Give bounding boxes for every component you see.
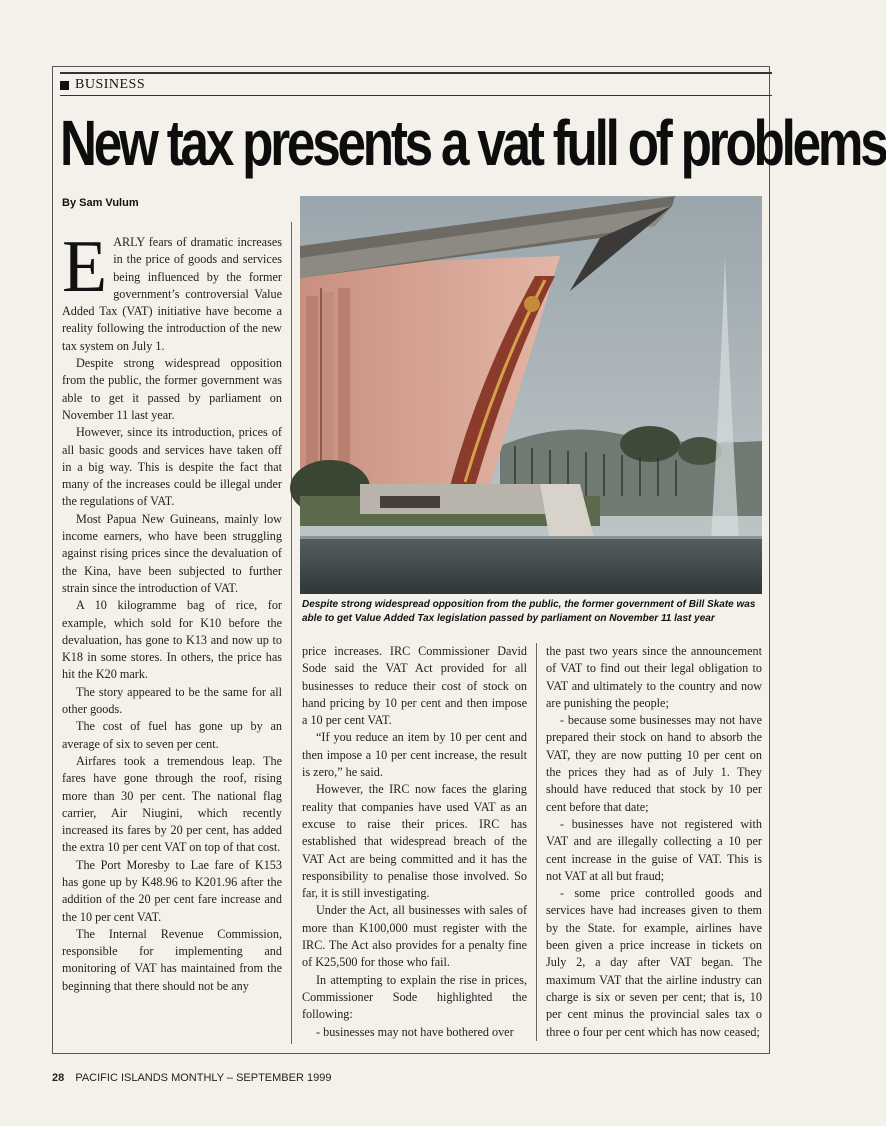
- article-paragraph: - some price controlled goods and services have had increases given to them by the State. for example, airlines have been given a price increase in tickets on July 2, a day after VAT began. The maximum VAT that the airline industry can charge is six or seven per cent; that is, 10 per cent minus the provincial sales tax o three o four per cent which has now ceased;: [546, 886, 762, 1039]
- article-paragraph: However, the IRC now faces the glaring reality that companies have used VAT as an excuse to raise their prices. IRC has established that widespread breach of the VAT Act are being committed and it has the responsibility to penalise those involved. So far, it is still investigating.: [302, 782, 527, 901]
- headline: New tax presents a vat full of problems: [60, 107, 886, 179]
- byline: By Sam Vulum: [62, 197, 139, 209]
- article-column-2: [302, 643, 527, 1041]
- article-column-1: [62, 226, 282, 995]
- article-paragraph: “If you reduce an item by 10 per cent and then impose a 10 per cent increase, the result is zero,” he said.: [302, 730, 527, 780]
- article-paragraph: A 10 kilogramme bag of rice, for example, which sold for K10 before the devaluation, has gone to K13 and now up to K18 in some stores. In others, the price has hit the K20 mark.: [62, 598, 282, 682]
- article-paragraph: Under the Act, all businesses with sales of more than K100,000 must register with the IRC. The Act also provides for a penalty fine of K25,500 for those who fail.: [302, 903, 527, 970]
- article-paragraph: Most Papua New Guineans, mainly low income earners, who have been struggling against rising prices since the devaluation of the Kina, have been subjected to further strain since the introduction of VAT.: [62, 511, 282, 595]
- page-footer: [52, 1072, 331, 1084]
- article-paragraph: the past two years since the announcement of VAT to find out their legal obligation to VAT and ultimately to the country and now are punishing the people;: [546, 644, 762, 710]
- section-name: BUSINESS: [75, 77, 146, 92]
- article-paragraph: - businesses have not registered with VAT and are illegally collecting a 10 per cent increase in the guise of VAT. This is not VAT at all but fraud;: [546, 816, 762, 883]
- article-paragraph: In attempting to explain the rise in prices, Commissioner Sode highlighted the following:: [302, 972, 527, 1022]
- section-rule: [60, 95, 772, 96]
- column-divider-1: [291, 222, 292, 1044]
- article-column-3: [546, 643, 762, 1041]
- top-rule: [60, 72, 772, 74]
- article-paragraph: However, since its introduction, prices of all basic goods and services have taken off in a big way. This is despite the fact that many of the increases could be illegal under the regulations of VAT.: [62, 425, 282, 509]
- article-paragraph: The story appeared to be the same for all other goods.: [62, 684, 282, 717]
- article-paragraph: price increases. IRC Commissioner David Sode said the VAT Act provided for all businesses to reduce their cost of stock on hand pricing by 10 per cent and then impose a 10 per cent VAT.: [302, 644, 527, 728]
- article-paragraph: Airfares took a tremendous leap. The fares have gone through the roof, rising more than 30 per cent. The national flag carrier, Air Niugini, which recently increased its fares by 20 per cent, has added the extra 10 per cent VAT on top of that cost.: [62, 753, 282, 855]
- article-paragraph: ARLY fears of dramatic increases in the price of goods and services being influenced by the former government’s controversial Value Added Tax (VAT) initiative have become a reality following the introduction of the new tax system on July 1.: [62, 235, 282, 353]
- publication-line: PACIFIC ISLANDS MONTHLY – SEPTEMBER 1999: [75, 1072, 332, 1084]
- section-square-icon: [60, 81, 69, 90]
- article-paragraph: The cost of fuel has gone up by an average of six to seven per cent.: [62, 719, 282, 751]
- article-paragraph: - businesses may not have bothered over: [316, 1024, 514, 1039]
- page-number: 28: [52, 1072, 65, 1084]
- article-paragraph: Despite strong widespread opposition from the public, the former government was able to get it passed by parliament on November 11 last year.: [62, 356, 282, 422]
- section-label: [60, 76, 145, 94]
- article-photo: [300, 196, 762, 594]
- article-paragraph: - because some businesses may not have prepared their stock on hand to absorb the VAT, they are now putting 10 per cent on the prices they had as of July 1. They should have reduced that stock by 10 per cent before that date;: [546, 713, 762, 814]
- article-paragraph: The Port Moresby to Lae fare of K153 has gone up by K48.96 to K201.96 after the addition of the 20 per cent fare increase and the 10 per cent VAT.: [62, 857, 282, 924]
- photo-caption: Despite strong widespread opposition from the public, the former government of Bill Skate was able to get Value Added Tax legislation passed by parliament on November 11 last year: [302, 599, 756, 624]
- article-paragraph: The Internal Revenue Commission, responsible for implementing and monitoring of VAT has maintained from the beginning that there should not be any: [62, 926, 282, 993]
- parliament-house-photo: [300, 196, 762, 594]
- column-divider-2: [536, 643, 537, 1041]
- drop-cap: E: [62, 226, 108, 308]
